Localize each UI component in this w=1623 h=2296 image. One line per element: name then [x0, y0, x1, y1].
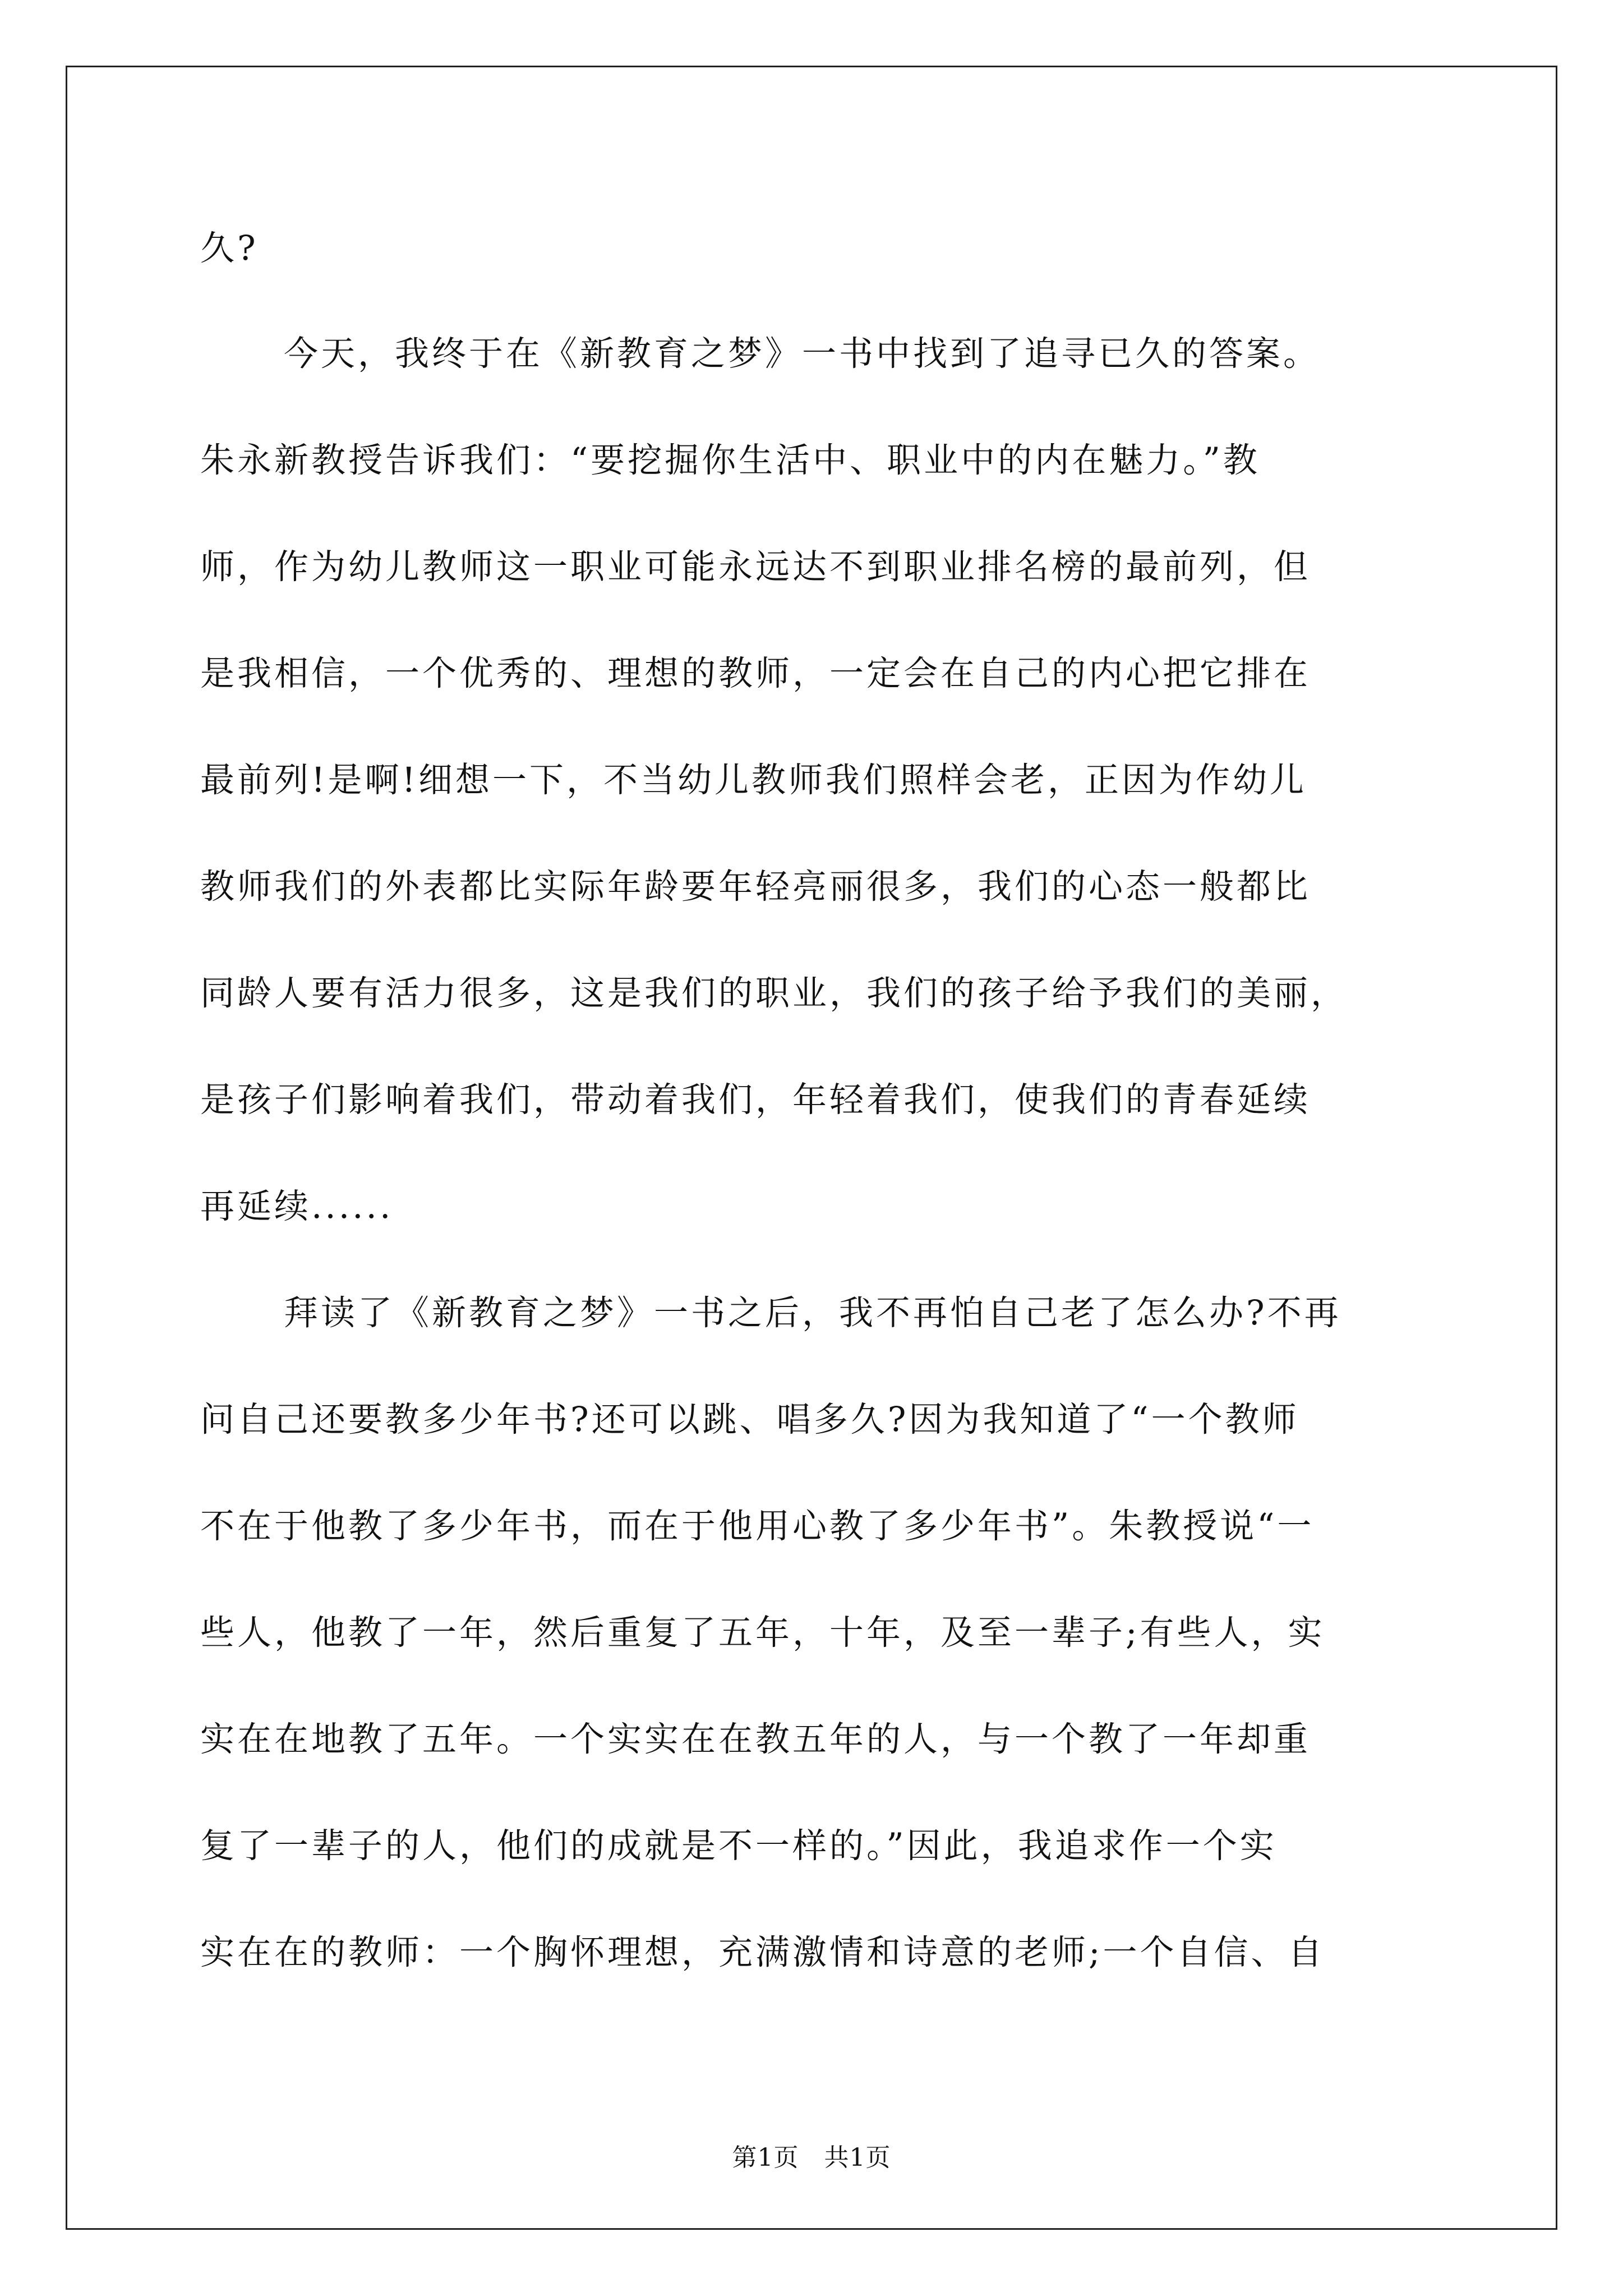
text-line: 再延续...... [200, 1186, 394, 1226]
text-line: 实在在地教了五年。一个实实在在教五年的人，与一个教了一年却重 [200, 1719, 1311, 1759]
page-number-footer: 第1页 共1页 [732, 2143, 891, 2172]
text-line: 同龄人要有活力很多，这是我们的职业，我们的孩子给予我们的美丽， [200, 973, 1348, 1013]
text-line: 实在在的教师：一个胸怀理想，充满激情和诗意的老师;一个自信、自 [200, 1932, 1325, 1972]
text-line: 师，作为幼儿教师这一职业可能永远达不到职业排名榜的最前列，但 [200, 547, 1311, 587]
text-line: 教师我们的外表都比实际年龄要年轻亮丽很多，我们的心态一般都比 [200, 867, 1311, 907]
text-line: 是孩子们影响着我们，带动着我们，年轻着我们，使我们的青春延续 [200, 1080, 1311, 1120]
paragraph-first-line: 今天，我终于在《新教育之梦》一书中找到了追寻已久的答案。 [284, 334, 1321, 374]
text-line: 朱永新教授告诉我们：“要挖掘你生活中、职业中的内在魅力。”教 [200, 440, 1260, 480]
text-line: 些人，他教了一年，然后重复了五年，十年，及至一辈子;有些人，实 [200, 1613, 1325, 1653]
text-line: 是我相信，一个优秀的、理想的教师，一定会在自己的内心把它排在 [200, 654, 1311, 693]
text-line: 久? [200, 228, 259, 268]
page-border [66, 66, 1557, 2230]
text-line: 不在于他教了多少年书，而在于他用心教了多少年书”。朱教授说“一 [200, 1506, 1315, 1546]
paragraph-first-line: 拜读了《新教育之梦》一书之后，我不再怕自己老了怎么办?不再 [284, 1293, 1341, 1333]
text-line: 最前列!是啊!细想一下，不当幼儿教师我们照样会老，正因为作幼儿 [200, 760, 1307, 800]
text-line: 问自己还要教多少年书?还可以跳、唱多久?因为我知道了“一个教师 [200, 1400, 1299, 1439]
text-line: 复了一辈子的人，他们的成就是不一样的。”因此，我追求作一个实 [200, 1826, 1277, 1866]
